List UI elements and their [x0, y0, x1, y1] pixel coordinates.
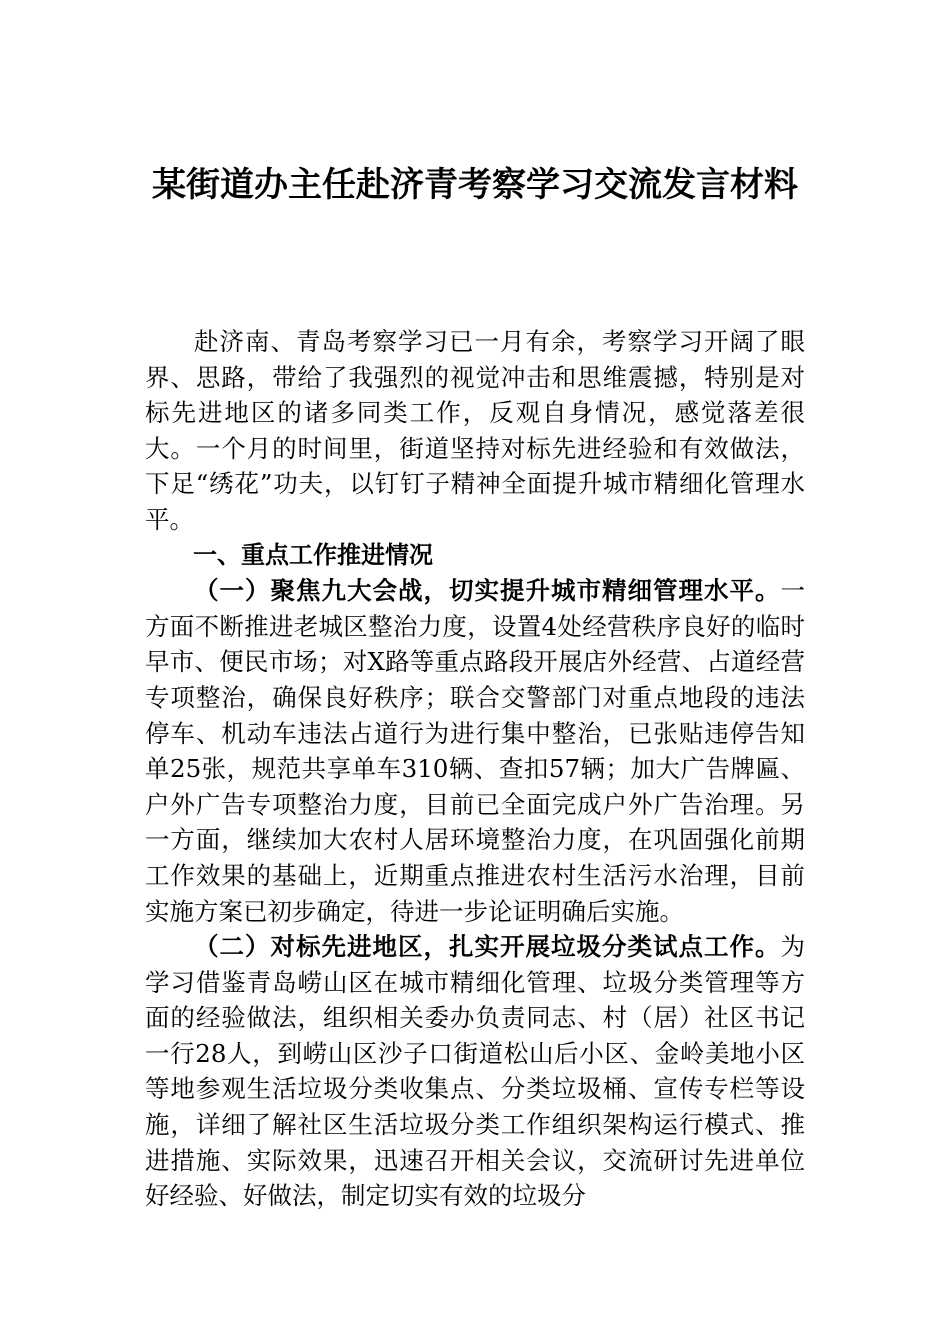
section-heading: 一、重点工作推进情况	[193, 540, 433, 569]
intro-paragraph: 赴济南、青岛考察学习已一月有余，考察学习开阔了眼界、思路，带给了我强烈的视觉冲击和思维震撼，特别是对标先进地区的诸多同类工作，反观自身情况，感觉落差很大。一个月的时间里，街道坚持对标先进经验和有效做法，下足“绣花”功夫，以钉钉子精神全面提升城市精细化管理水平。	[145, 327, 805, 534]
document-body	[145, 324, 805, 1214]
document-title: 某街道办主任赴济青考察学习交流发言材料	[152, 165, 798, 205]
item-1-paragraph	[145, 573, 805, 929]
item-2-text: 为学习借鉴青岛崂山区在城市精细化管理、垃圾分类管理等方面的经验做法，组织相关委办负责同志、村（居）社区书记一行28人，到崂山区沙子口街道松山后小区、金岭美地小区等地参观生活垃圾分类收集点、分类垃圾桶、宣传专栏等设施，详细了解社区生活垃圾分类工作组织架构运行模式、推进措施、实际效果，迅速召开相关会议，交流研讨先进单位好经验、好做法，制定切实有效的垃圾分	[145, 932, 805, 1211]
item-2-lead: （二）对标先进地区，扎实开展垃圾分类试点工作。	[194, 932, 781, 962]
item-1-lead: （一）聚焦九大会战，切实提升城市精细管理水平。	[194, 576, 781, 606]
item-2-paragraph	[145, 929, 805, 1214]
item-1-text: 一方面不断推进老城区整治力度，设置4处经营秩序良好的临时早市、便民市场；对X路等重点路段开展店外经营、占道经营专项整治，确保良好秩序；联合交警部门对重点地段的违法停车、机动车违法占道行为进行集中整治，已张贴违停告知单25张，规范共享单车310辆、查扣57辆；加大广告牌匾、户外广告专项整治力度，目前已全面完成户外广告治理。另一方面，继续加大农村人居环境整治力度，在巩固强化前期工作效果的基础上，近期重点推进农村生活污水治理，目前实施方案已初步确定，待进一步论证明确后实施。	[145, 576, 805, 926]
